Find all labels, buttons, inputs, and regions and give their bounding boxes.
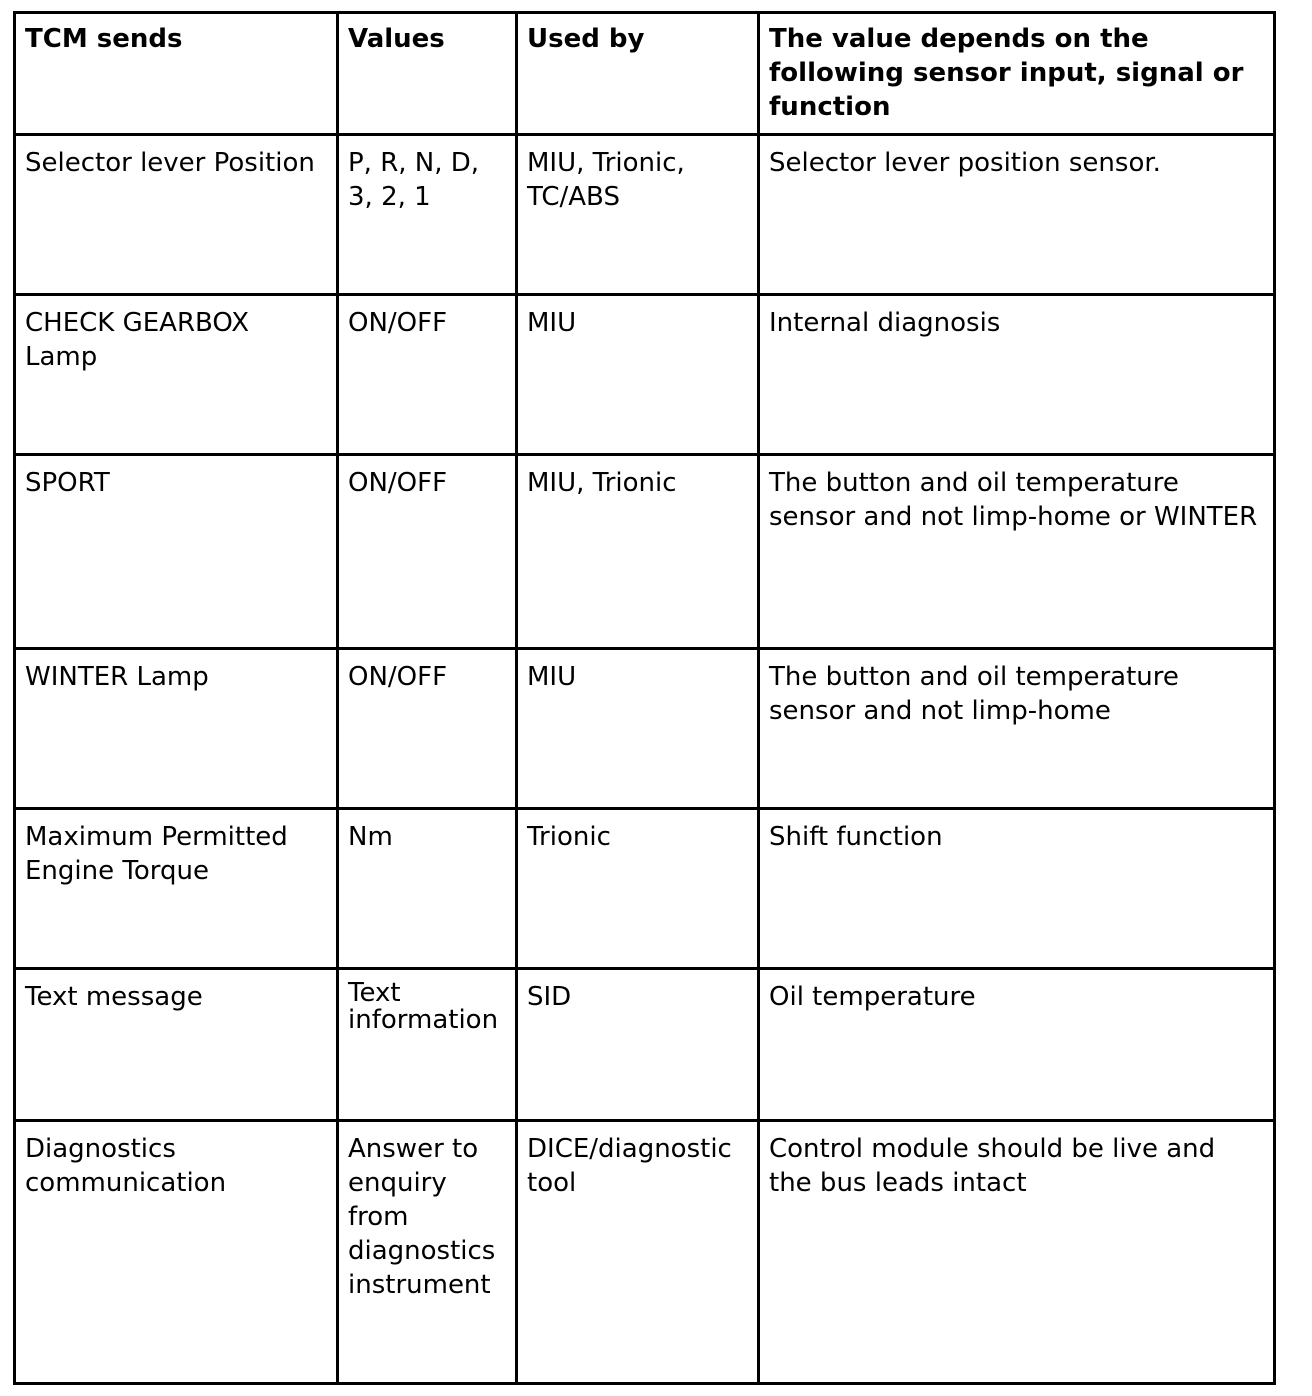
cell-values: ON/OFF	[338, 295, 517, 455]
cell-values: ON/OFF	[338, 649, 517, 809]
cell-values: P, R, N, D, 3, 2, 1	[338, 135, 517, 295]
header-used-by: Used by	[517, 13, 759, 135]
header-depends-on: The value depends on the following sensor input, signal or function	[759, 13, 1275, 135]
cell-tcm-sends: Diagnostics communication	[15, 1121, 338, 1384]
cell-used-by: MIU, Trionic, TC/ABS	[517, 135, 759, 295]
cell-depends-on: The button and oil temperature sensor and not limp-home or WINTER	[759, 455, 1275, 649]
table-row	[15, 455, 1275, 649]
cell-used-by: MIU	[517, 649, 759, 809]
cell-depends-on: The button and oil temperature sensor and not limp-home	[759, 649, 1275, 809]
cell-used-by: DICE/diagnostic tool	[517, 1121, 759, 1384]
cell-tcm-sends: WINTER Lamp	[15, 649, 338, 809]
cell-depends-on: Oil temperature	[759, 969, 1275, 1121]
table-row	[15, 1121, 1275, 1384]
table-row	[15, 809, 1275, 969]
cell-used-by: SID	[517, 969, 759, 1121]
cell-used-by: MIU	[517, 295, 759, 455]
cell-depends-on: Shift function	[759, 809, 1275, 969]
cell-tcm-sends: Maximum Permitted Engine Torque	[15, 809, 338, 969]
cell-values: ON/OFF	[338, 455, 517, 649]
cell-values: Answer to enquiry from diagnostics instrument	[338, 1121, 517, 1384]
cell-tcm-sends: CHECK GEARBOX Lamp	[15, 295, 338, 455]
cell-depends-on: Internal diagnosis	[759, 295, 1275, 455]
cell-used-by: MIU, Trionic	[517, 455, 759, 649]
cell-values: Nm	[338, 809, 517, 969]
tcm-signals-table	[13, 11, 1276, 1385]
cell-depends-on: Selector lever position sensor.	[759, 135, 1275, 295]
header-tcm-sends: TCM sends	[15, 13, 338, 135]
cell-used-by: Trionic	[517, 809, 759, 969]
table-row	[15, 295, 1275, 455]
cell-tcm-sends: SPORT	[15, 455, 338, 649]
cell-depends-on: Control module should be live and the bus leads intact	[759, 1121, 1275, 1384]
cell-values: Text information	[338, 969, 517, 1121]
table-row	[15, 135, 1275, 295]
table-row	[15, 969, 1275, 1121]
header-values: Values	[338, 13, 517, 135]
header-row	[15, 13, 1275, 135]
table-row	[15, 649, 1275, 809]
cell-tcm-sends: Text message	[15, 969, 338, 1121]
cell-tcm-sends: Selector lever Position	[15, 135, 338, 295]
